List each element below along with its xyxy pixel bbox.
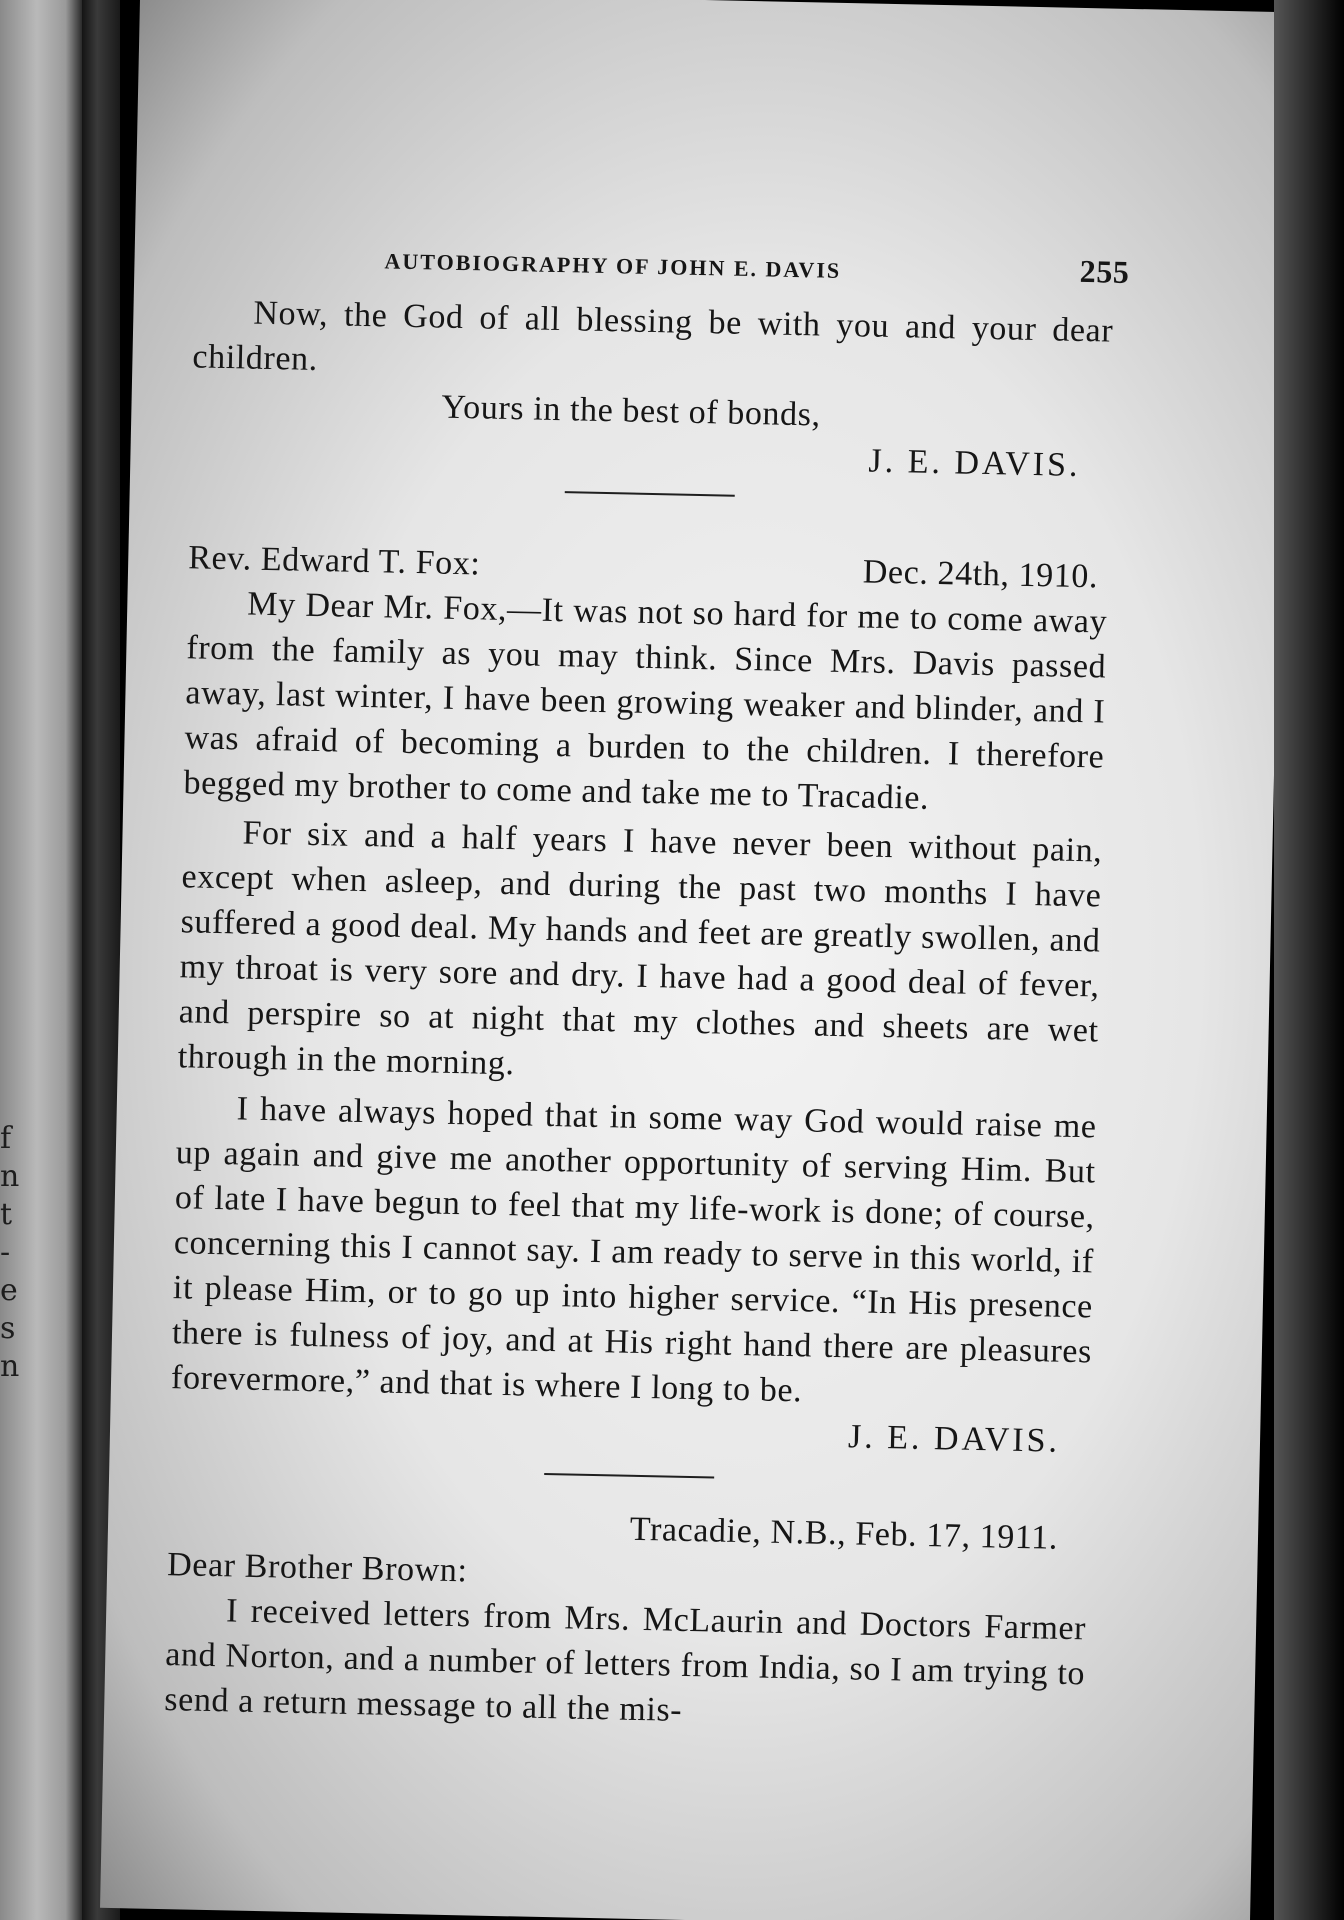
page-number: 255: [1079, 252, 1130, 290]
section-divider: [544, 1473, 714, 1479]
facing-page-letters: f n t - e s n: [0, 1121, 20, 1384]
book-page: [100, 0, 1290, 1920]
letter-paragraph: For six and a half years I have never been without pain, except when asleep, and during the past two months I have suffered a good deal. My hands and feet are greatly swollen, and my throat is very sore and dry. I have had a good deal of fever, and perspire so at night that my clothes and sheets are wet through in the morning.: [177, 814, 1103, 1083]
letter-paragraph: I received letters from Mrs. McLaurin and Doctors Farmer and Norton, and a number of letters from India, so I am trying to send a return message to all the mis-: [164, 1592, 1087, 1729]
letter-salutation: Rev. Edward T. Fox:: [187, 539, 481, 583]
letter-paragraph: My Dear Mr. Fox,—It was not so hard for me to come away from the family as you may think. Since Mrs. Davis passed away, last winter, I have been growing weaker and blinder, and I was afraid of becoming a burden to the children. I therefore begged my brother to come and take me to Tracadie.: [183, 585, 1108, 817]
facing-page-edge: [0, 0, 82, 1920]
letter-paragraph: I have always hoped that in some way God would raise me up again and give me another opportunity of serving Him. But of late I have begun to feel that my life-work is done; of course, concerning this I cannot say. I am ready to serve in this world, if it please Him, or to go up into higher service. “In His presence there is fulness of joy, and at His right hand there are pleasures forevermore,” and that is where I long to be.: [170, 1090, 1097, 1410]
page-edge-shadow: [1274, 0, 1344, 1920]
letter-date: Dec. 24th, 1910.: [862, 553, 1099, 596]
letter-closing: Yours in the best of bonds,: [441, 388, 822, 434]
running-title: AUTOBIOGRAPHY OF JOHN E. DAVIS: [384, 248, 842, 283]
page-content: [164, 234, 1130, 1741]
letter-date: Tracadie, N.B., Feb. 17, 1911.: [629, 1510, 1059, 1557]
section-divider: [565, 491, 735, 497]
signature: J. E. DAVIS.: [847, 1418, 1061, 1460]
closing-paragraph: Now, the God of all blessing be with you and your dear children.: [192, 294, 1114, 378]
letter-salutation: Dear Brother Brown:: [166, 1546, 468, 1590]
signature: J. E. DAVIS.: [868, 442, 1081, 484]
